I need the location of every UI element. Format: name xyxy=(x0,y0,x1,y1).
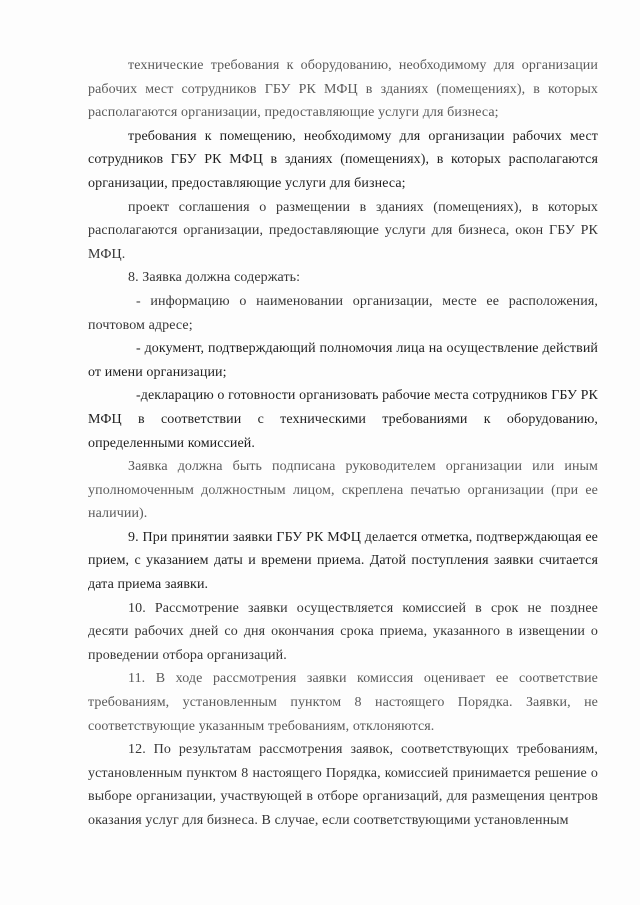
paragraph-section-12: 12. По результатам рассмотрения заявок, соответствующих требованиям, установленным пунктом 8 настоящего Порядка, комиссией принимается решение о выборе организации, участвующей в отборе организаций, для размещения центров оказания услуг для бизнеса. В случае, если соответствующими установленным xyxy=(88,742,598,828)
paragraph-section-10: 10. Рассмотрение заявки осуществляется комиссией в срок не позднее десяти рабочих дней со дня окончания срока приема, указанного в извещении о проведении отбора организаций. xyxy=(88,600,598,663)
document-body xyxy=(88,54,598,833)
paragraph-section-11: 11. В ходе рассмотрения заявки комиссия оценивает ее соответствие требованиям, установленным пунктом 8 настоящего Порядка. Заявки, не соответствующие указанным требованиям, отклоняются. xyxy=(88,671,598,734)
paragraph-equipment-requirements: технические требования к оборудованию, необходимому для организации рабочих мест сотрудников ГБУ РК МФЦ в зданиях (помещениях), в которых располагаются организации, предоставляющие услуги для бизнеса; xyxy=(88,58,598,121)
paragraph-agreement-draft: проект соглашения о размещении в зданиях (помещениях), в которых располагаются организации, предоставляющие услуги для бизнеса, окон ГБУ РК МФЦ. xyxy=(88,199,598,262)
paragraph-section-9: 9. При принятии заявки ГБУ РК МФЦ делается отметка, подтверждающая ее прием, с указанием даты и времени приема. Датой поступления заявки считается дата приема заявки. xyxy=(88,529,598,593)
list-item-readiness-declaration: -декларацию о готовности организовать рабочие места сотрудников ГБУ РК МФЦ в соответствии с техническими требованиями к оборудованию, определенными комиссией. xyxy=(88,388,598,451)
paragraph-signature-requirement: Заявка должна быть подписана руководителем организации или иным уполномоченным должностным лицом, скреплена печатью организации (при ее наличии). xyxy=(88,459,598,522)
paragraph-premises-requirements: требования к помещению, необходимому для организации рабочих мест сотрудников ГБУ РК МФЦ в зданиях (помещениях), в которых располагаются организации, предоставляющие услуги для бизнеса; xyxy=(88,128,598,191)
list-item-organization-info: - информацию о наименовании организации, месте ее расположения, почтовом адресе; xyxy=(88,293,598,333)
list-item-authority-document: - документ, подтверждающий полномочия лица на осуществление действий от имени организации; xyxy=(88,341,598,380)
paragraph-section-8-heading: 8. Заявка должна содержать: xyxy=(128,270,301,286)
